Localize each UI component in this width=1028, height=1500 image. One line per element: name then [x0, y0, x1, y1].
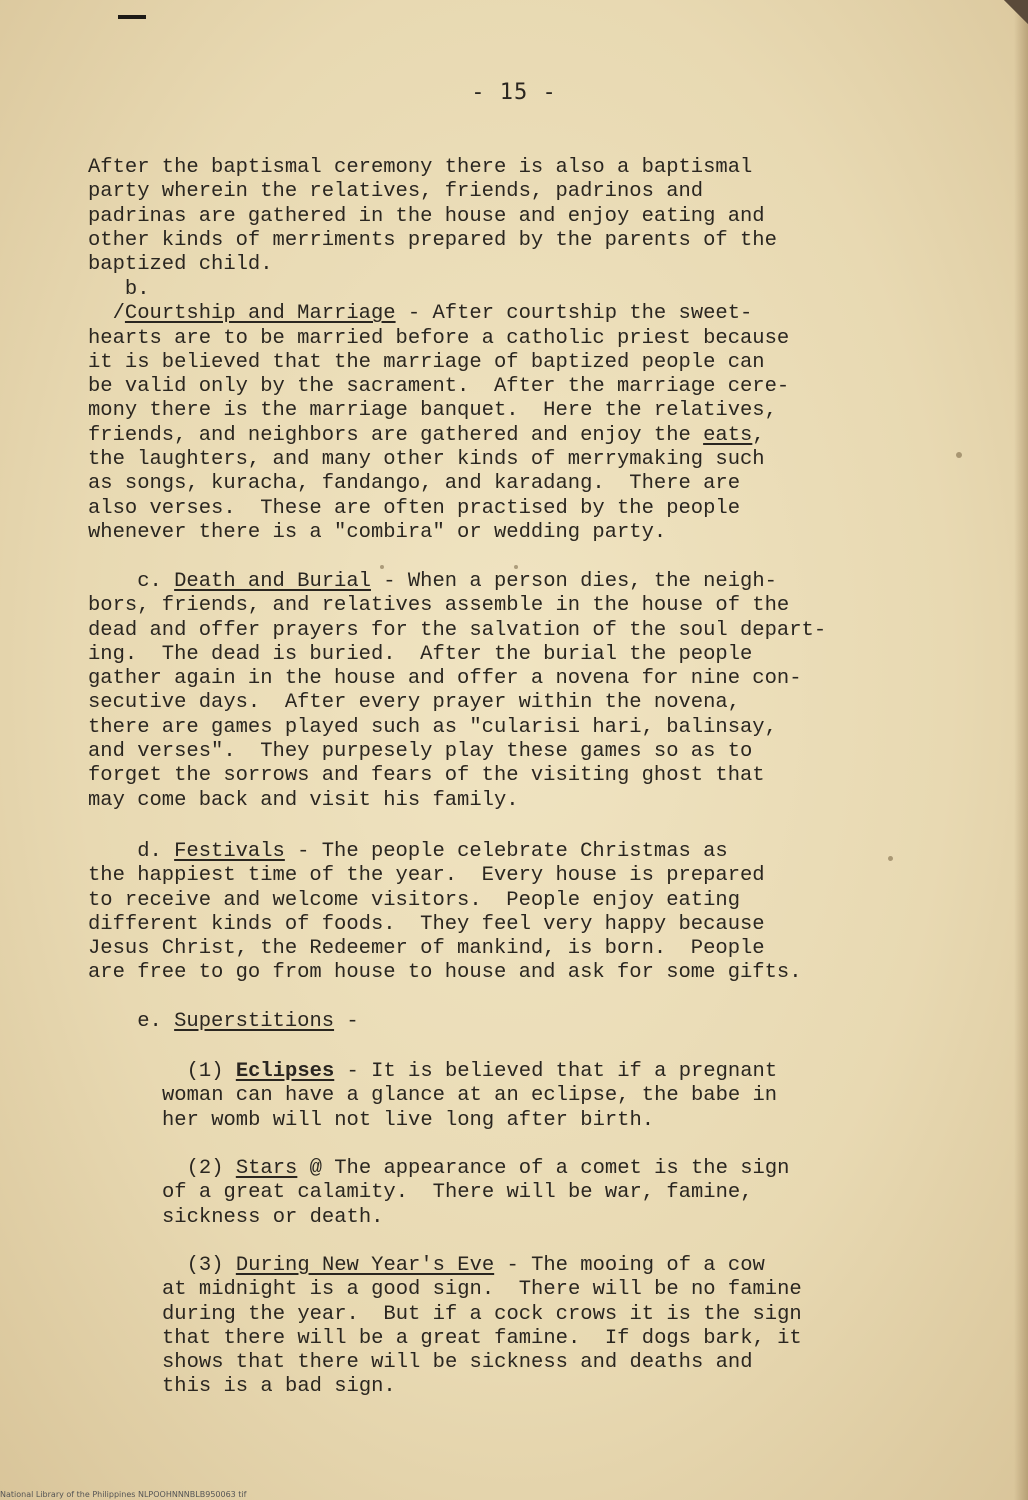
text-line: friends, and neighbors are gathered and enjoy the	[88, 423, 704, 447]
text-line: - When a person dies, the neigh-	[370, 570, 777, 593]
section-letter: b.	[124, 278, 150, 301]
text-line: forget the sorrows and fears of the visiting ghost that	[88, 764, 765, 788]
superstition-stars	[162, 1157, 1028, 1230]
ink-spot	[514, 565, 518, 569]
page-number: - 15 -	[471, 80, 557, 105]
item-number: (3)	[186, 1254, 236, 1277]
text-line: Jesus Christ, the Redeemer of mankind, is born. People	[88, 937, 765, 961]
section-c-death-burial	[88, 570, 988, 813]
text-line: as songs, kuracha, fandango, and karadang. There are	[88, 472, 741, 496]
heading-suffix: -	[334, 1010, 359, 1033]
underlined-word: eats	[703, 423, 753, 447]
text-line: also verses. These are often practised by the people	[88, 496, 741, 520]
section-letter: e.	[137, 1010, 175, 1033]
section-b-courtship	[88, 278, 988, 545]
superstition-new-years-eve	[162, 1254, 1028, 1400]
text-line: - The mooing of a cow	[494, 1254, 765, 1277]
text-line: be valid only by the sacrament. After the marriage cere-	[88, 375, 790, 399]
text-line: party wherein the relatives, friends, padrinos and	[88, 180, 704, 204]
text-line: After the baptismal ceremony there is also a baptismal	[88, 156, 753, 179]
section-heading: Superstitions	[174, 1010, 335, 1033]
text-line: the happiest time of the year. Every house is prepared	[88, 864, 765, 888]
text-line: bors, friends, and relatives assemble in the house of the	[88, 594, 790, 618]
text-line: baptized child.	[88, 253, 273, 277]
page-corner-fold	[988, 0, 1028, 28]
text-line: her womb will not live long after birth.	[162, 1108, 655, 1132]
text-line: ing. The dead is buried. After the burial the people	[88, 642, 753, 666]
text-line: shows that there will be sickness and deaths and	[162, 1351, 753, 1375]
item-heading: During New Year's Eve	[235, 1254, 495, 1277]
text-line: other kinds of merriments prepared by the parents of the	[88, 228, 777, 252]
text-line: to receive and welcome visitors. People enjoy eating	[88, 888, 741, 912]
text-line: of a great calamity. There will be war, famine,	[162, 1181, 753, 1205]
text-line: the laughters, and many other kinds of merrymaking such	[88, 448, 765, 472]
section-e-superstitions	[88, 1010, 988, 1034]
ink-spot	[380, 565, 384, 569]
text-line: that there will be a great famine. If dogs bark, it	[162, 1326, 802, 1350]
baptism-paragraph	[88, 156, 988, 277]
item-heading: Eclipses	[235, 1060, 335, 1083]
ink-dash-mark	[118, 15, 146, 19]
text-line: there are games played such as "cularisi hari, balinsay,	[88, 715, 777, 739]
item-heading: Stars	[235, 1157, 298, 1180]
text-line: this is a bad sign.	[162, 1375, 396, 1399]
text-line: - The people celebrate Christmas as	[284, 840, 728, 863]
section-letter: d.	[137, 840, 175, 863]
text-line: woman can have a glance at an eclipse, the babe in	[162, 1084, 778, 1108]
text-line: at midnight is a good sign. There will be no famine	[162, 1278, 802, 1302]
archive-footer: National Library of the Philippines NLPOOHNNNBLB950063 tif	[0, 1490, 247, 1499]
text-line: whenever there is a "combira" or wedding party.	[88, 520, 667, 544]
text-line: sickness or death.	[162, 1205, 384, 1229]
text-line: dead and offer prayers for the salvation of the soul depart-	[88, 618, 827, 642]
text-line: @ The appearance of a comet is the sign	[297, 1157, 790, 1180]
text-line: may come back and visit his family.	[88, 788, 519, 812]
section-heading: Festivals	[174, 840, 285, 863]
text-line: gather again in the house and offer a novena for nine con-	[88, 667, 802, 691]
punctuation: ,	[752, 423, 765, 447]
section-d-festivals	[88, 840, 988, 986]
text-line: are free to go from house to house and ask for some gifts.	[88, 961, 802, 985]
text-line: and verses". They purpesely play these games so as to	[88, 740, 753, 764]
text-line: hearts are to be married before a catholic priest because	[88, 326, 790, 350]
text-line: during the year. But if a cock crows it is the sign	[162, 1302, 802, 1326]
text-line: mony there is the marriage banquet. Here the relatives,	[88, 399, 777, 423]
text-line: - It is believed that if a pregnant	[334, 1060, 778, 1083]
text-line: secutive days. After every prayer within the novena,	[88, 691, 741, 715]
insertion-slash: /	[112, 302, 125, 326]
item-number: (2)	[186, 1157, 236, 1180]
text-line: different kinds of foods. They feel very happy because	[88, 912, 765, 936]
superstition-eclipses	[162, 1060, 1028, 1133]
section-heading: Courtship and Marriage	[124, 302, 396, 326]
text-line: it is believed that the marriage of baptized people can	[88, 350, 765, 374]
item-number: (1)	[186, 1060, 236, 1083]
text-line: padrinas are gathered in the house and enjoy eating and	[88, 204, 765, 228]
text-line: - After courtship the sweet-	[395, 302, 753, 326]
section-letter: c.	[137, 570, 175, 593]
section-heading: Death and Burial	[174, 570, 371, 593]
